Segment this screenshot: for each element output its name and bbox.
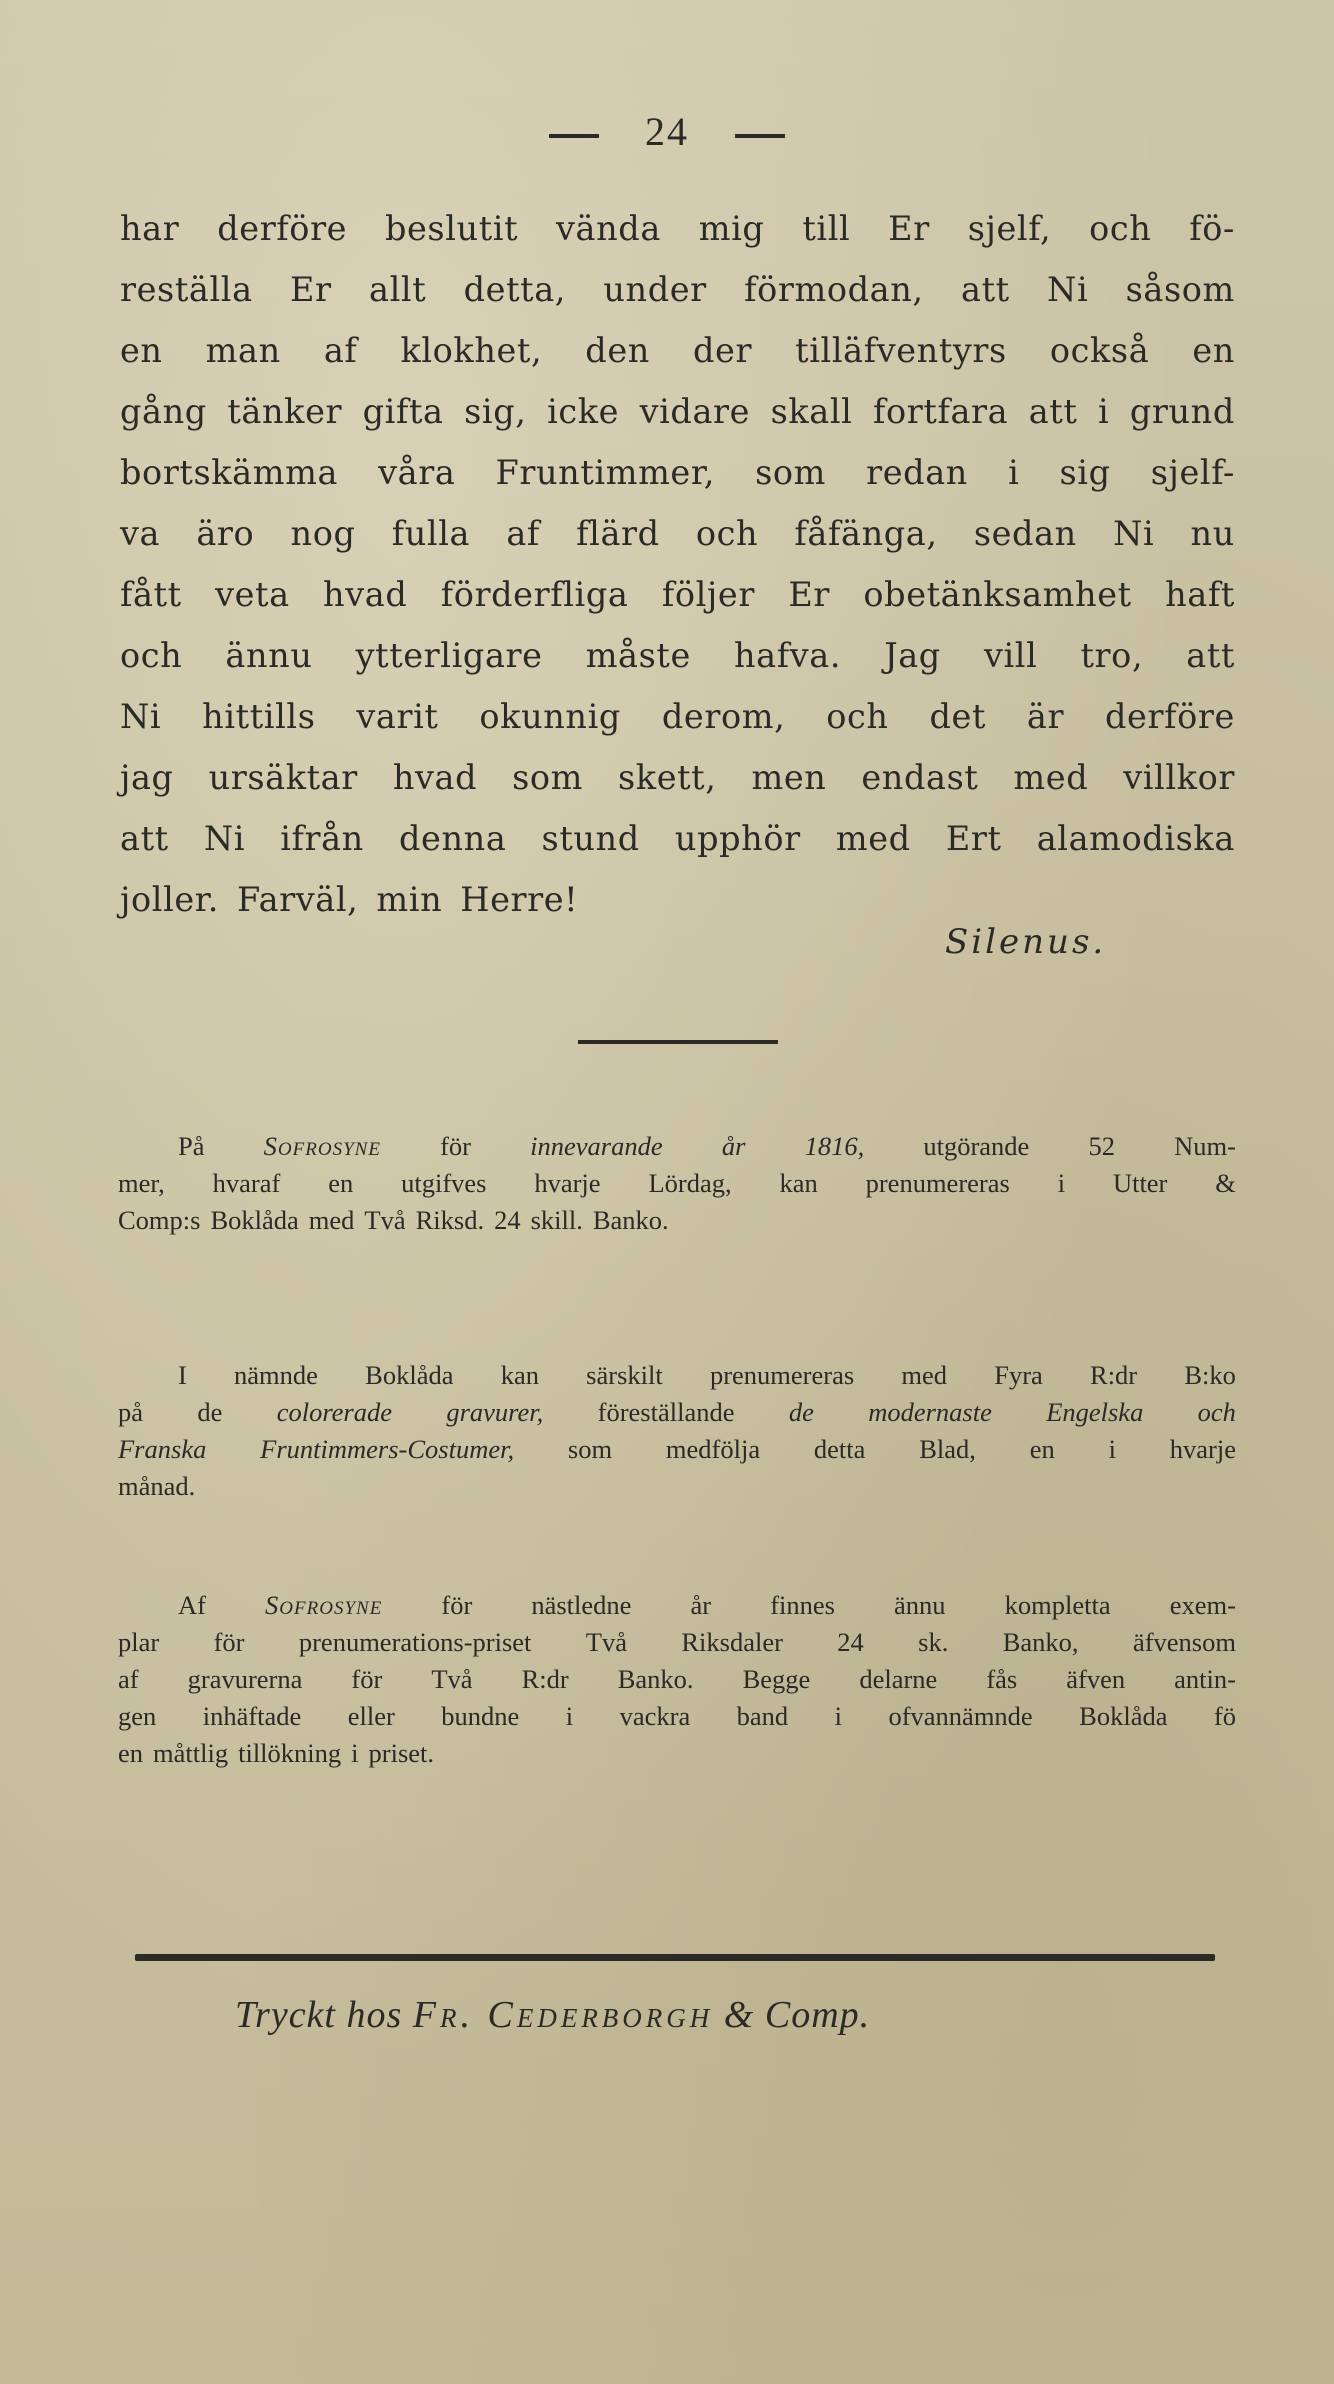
notice-line <box>118 1394 1236 1431</box>
notice-line <box>118 1624 1236 1661</box>
word: hafva. <box>734 636 842 675</box>
word: hvad <box>323 575 408 614</box>
letter-line <box>120 625 1235 686</box>
notice-subscription <box>118 1128 1236 1239</box>
word: som <box>512 758 584 797</box>
word: R:dr <box>1090 1360 1138 1390</box>
word: gång <box>120 392 207 431</box>
word: med <box>308 1205 355 1235</box>
word: ännu <box>894 1590 946 1620</box>
word: särskilt <box>586 1360 663 1390</box>
word: med <box>901 1360 947 1390</box>
word: att <box>1186 636 1235 675</box>
letter-line <box>120 869 1235 930</box>
word: 24 <box>494 1205 521 1235</box>
word: hvarje <box>534 1168 601 1198</box>
word: Boklåda <box>210 1205 299 1235</box>
letter-line <box>120 259 1235 320</box>
notice-line <box>118 1128 1236 1165</box>
word: under <box>603 270 707 309</box>
word: bortskämma <box>120 453 339 492</box>
word: priset. <box>368 1738 435 1768</box>
header-dash-right <box>735 134 785 138</box>
word: en <box>328 1168 354 1198</box>
word: kan <box>779 1168 818 1198</box>
word: haft <box>1165 575 1235 614</box>
word: ytterligare <box>355 636 543 675</box>
word: för <box>213 1627 245 1657</box>
word: i <box>1008 453 1020 492</box>
word: Ert <box>945 819 1002 858</box>
notice-line <box>118 1698 1236 1735</box>
word: veta <box>215 575 290 614</box>
signature: Silenus. <box>945 922 1107 962</box>
word: föreställande <box>597 1397 735 1427</box>
word: och <box>120 636 183 675</box>
letter-line <box>120 686 1235 747</box>
word: de <box>197 1397 223 1427</box>
word: har <box>120 209 180 248</box>
word: gifta <box>362 392 444 431</box>
word: nu <box>1190 514 1235 553</box>
word: ifrån <box>280 819 364 858</box>
word: varit <box>356 697 439 736</box>
word: på <box>118 1397 144 1427</box>
word: Riksd. <box>415 1205 485 1235</box>
word: vidare <box>639 392 751 431</box>
word: af <box>506 514 540 553</box>
word: prenumereras <box>865 1168 1010 1198</box>
word: för <box>441 1590 473 1620</box>
word: Num- <box>1174 1131 1236 1161</box>
word: som <box>755 453 827 492</box>
word: i <box>565 1701 574 1731</box>
word: innevarande <box>530 1131 663 1161</box>
word: och <box>1089 209 1152 248</box>
word: skall <box>770 392 853 431</box>
letter-line <box>120 747 1235 808</box>
word: medfölja <box>665 1434 761 1464</box>
word: der <box>693 331 753 370</box>
word: beslutit <box>384 209 519 248</box>
word: I <box>178 1360 187 1390</box>
word: Utter <box>1112 1168 1168 1198</box>
word: exem- <box>1169 1590 1236 1620</box>
imprint-name: Fr. Cederborgh <box>412 1994 714 2036</box>
word: Er <box>888 209 930 248</box>
word: såsom <box>1125 270 1235 309</box>
word: reställa <box>120 270 253 309</box>
word: finnes <box>770 1590 835 1620</box>
word: det <box>929 697 987 736</box>
word: Er <box>788 575 830 614</box>
word: följer <box>661 575 755 614</box>
letter-text <box>120 198 1235 930</box>
word: tillökning <box>238 1738 342 1768</box>
word: endast <box>861 758 979 797</box>
word: modernaste <box>868 1397 992 1427</box>
word: alamodiska <box>1036 819 1235 858</box>
word: en <box>120 331 163 370</box>
word: Herre! <box>460 880 579 919</box>
imprint-amp: & <box>723 1994 755 2036</box>
word: en <box>1192 331 1235 370</box>
word: måttlig <box>153 1738 229 1768</box>
word: Ni <box>120 697 162 736</box>
word: hvarje <box>1169 1434 1236 1464</box>
word: Farväl, <box>237 880 359 919</box>
notice-line <box>118 1202 1236 1239</box>
word: Blad, <box>919 1434 976 1464</box>
word: Banko. <box>592 1205 669 1235</box>
word: utgifves <box>401 1168 487 1198</box>
word: & <box>1215 1168 1236 1198</box>
word: måste <box>585 636 691 675</box>
word: utgörande <box>923 1131 1030 1161</box>
word: fåfänga, <box>794 514 938 553</box>
word: fått <box>120 575 182 614</box>
word: af <box>323 331 358 370</box>
word: i <box>1108 1434 1116 1464</box>
notice-back-issues <box>118 1587 1236 1772</box>
word: denna <box>399 819 507 858</box>
word: gravurer, <box>446 1397 544 1427</box>
word: bundne <box>441 1701 520 1731</box>
word: Fruntimmers-Costumer, <box>260 1434 515 1464</box>
word: Boklåda <box>1079 1701 1168 1731</box>
word: klokhet, <box>400 331 543 370</box>
word: Franska <box>118 1434 207 1464</box>
word: Banko, <box>1002 1627 1079 1657</box>
word: och <box>695 514 759 553</box>
letter-line <box>120 808 1235 869</box>
notice-line <box>118 1661 1236 1698</box>
word: att <box>120 819 169 858</box>
word: i <box>834 1701 843 1731</box>
word: månad. <box>118 1471 196 1501</box>
word: prenumerations-priset <box>298 1627 532 1657</box>
word: plar <box>118 1627 160 1657</box>
word: Af <box>178 1590 206 1620</box>
word: prenumereras <box>709 1360 855 1390</box>
word: delarne <box>859 1664 938 1694</box>
letter-line <box>120 442 1235 503</box>
word: äfvensom <box>1132 1627 1236 1657</box>
word: nästledne <box>531 1590 632 1620</box>
word: icke <box>547 392 620 431</box>
header-dash-left <box>549 134 599 138</box>
word: 24 <box>837 1627 864 1657</box>
word: eller <box>347 1701 395 1731</box>
letter-line <box>120 503 1235 564</box>
word: fö <box>1213 1701 1236 1731</box>
word: hittills <box>202 697 316 736</box>
word: derföre <box>217 209 348 248</box>
word: den <box>585 331 650 370</box>
word: stund <box>541 819 640 858</box>
word: kan <box>500 1360 539 1390</box>
word: inhäftade <box>202 1701 302 1731</box>
word: med <box>1013 758 1089 797</box>
word: Sofrosyne <box>263 1131 381 1161</box>
word: är <box>1026 697 1065 736</box>
letter-line <box>120 198 1235 259</box>
letter-line <box>120 381 1235 442</box>
word: R:dr <box>521 1664 569 1694</box>
footer-rule <box>135 1954 1215 1961</box>
notice-line <box>118 1165 1236 1202</box>
word: fortfara <box>873 392 1009 431</box>
word: tro, <box>1080 636 1144 675</box>
word: detta, <box>463 270 567 309</box>
word: sjelf- <box>1150 453 1235 492</box>
word: antin- <box>1174 1664 1236 1694</box>
word: upphör <box>674 819 801 858</box>
imprint-suffix: Comp. <box>764 1994 871 2036</box>
word: hvaraf <box>212 1168 281 1198</box>
word: för <box>351 1664 383 1694</box>
word: mig <box>698 209 765 248</box>
notice-engravings <box>118 1357 1236 1505</box>
word: man <box>205 331 281 370</box>
word: Ni <box>1047 270 1089 309</box>
word: 52 <box>1088 1131 1115 1161</box>
notice-line <box>118 1357 1236 1394</box>
word: B:ko <box>1184 1360 1236 1390</box>
word: vill <box>983 636 1038 675</box>
word: sig <box>1059 453 1111 492</box>
word: en <box>1029 1434 1055 1464</box>
word: jag <box>120 758 174 797</box>
page-header <box>0 108 1334 155</box>
word: sedan <box>973 514 1077 553</box>
word: obetänksamhet <box>863 575 1132 614</box>
word: och <box>826 697 889 736</box>
word: mer, <box>118 1168 165 1198</box>
word: äfven <box>1066 1664 1126 1694</box>
word: colorerade <box>276 1397 393 1427</box>
word: som <box>567 1434 613 1464</box>
word: Comp:s <box>118 1205 201 1235</box>
word: äro <box>196 514 255 553</box>
word: derom, <box>661 697 786 736</box>
word: fås <box>986 1664 1018 1694</box>
notice-line <box>118 1431 1236 1468</box>
word: Ni <box>203 819 246 858</box>
word: sjelf, <box>967 209 1052 248</box>
letter-line <box>120 564 1235 625</box>
word: vända <box>556 209 661 248</box>
word: ännu <box>225 636 313 675</box>
word: Engelska <box>1046 1397 1144 1427</box>
page-number: 24 <box>645 109 689 154</box>
word: Två <box>585 1627 627 1657</box>
word: i <box>1057 1168 1066 1198</box>
word: Banko. <box>617 1664 694 1694</box>
word: nämnde <box>234 1360 318 1390</box>
section-divider <box>578 1040 778 1044</box>
word: våra <box>378 453 456 492</box>
word: va <box>120 514 161 553</box>
word: Sofrosyne <box>265 1590 383 1620</box>
word: med <box>835 819 911 858</box>
word: vackra <box>619 1701 691 1731</box>
word: förderfliga <box>440 575 629 614</box>
word: i <box>351 1738 359 1768</box>
word: min <box>376 880 443 919</box>
word: På <box>178 1131 205 1161</box>
word: redan <box>866 453 968 492</box>
word: ursäktar <box>208 758 358 797</box>
word: tänker <box>227 392 343 431</box>
word: detta <box>813 1434 866 1464</box>
word: sig, <box>464 392 527 431</box>
word: flärd <box>576 514 660 553</box>
word: hvad <box>392 758 478 797</box>
word: gen <box>118 1701 157 1731</box>
word: i <box>1097 392 1110 431</box>
word: 1816, <box>804 1131 865 1161</box>
word: Fruntimmer, <box>495 453 716 492</box>
word: Er <box>290 270 332 309</box>
notice-line <box>118 1468 1236 1505</box>
printer-imprint <box>235 1993 870 2037</box>
word: att <box>1028 392 1078 431</box>
word: Två <box>431 1664 473 1694</box>
word: grund <box>1129 392 1235 431</box>
word: gravurerna <box>187 1664 303 1694</box>
word: band <box>736 1701 789 1731</box>
word: tilläfventyrs <box>795 331 1007 370</box>
word: Begge <box>742 1664 811 1694</box>
word: derföre <box>1105 697 1235 736</box>
word: och <box>1197 1397 1236 1427</box>
word: för <box>440 1131 471 1161</box>
word: också <box>1049 331 1150 370</box>
word: Lördag, <box>648 1168 732 1198</box>
word: men <box>751 758 827 797</box>
word: allt <box>369 270 427 309</box>
word: kompletta <box>1004 1590 1111 1620</box>
notice-line <box>118 1587 1236 1624</box>
word: Ni <box>1113 514 1155 553</box>
word: de <box>788 1397 814 1427</box>
word: Boklåda <box>365 1360 454 1390</box>
word: år <box>690 1590 712 1620</box>
word: Jag <box>884 636 941 675</box>
word: sk. <box>918 1627 949 1657</box>
word: skill. <box>530 1205 583 1235</box>
word: fulla <box>391 514 471 553</box>
word: okunnig <box>479 697 621 736</box>
word: ofvannämnde <box>888 1701 1033 1731</box>
word: en <box>118 1738 144 1768</box>
word: joller. <box>120 880 219 919</box>
word: fö- <box>1189 209 1235 248</box>
word: villkor <box>1123 758 1235 797</box>
word: Fyra <box>994 1360 1043 1390</box>
word: förmodan, <box>744 270 924 309</box>
word: till <box>802 209 851 248</box>
word: år <box>721 1131 746 1161</box>
notice-line <box>118 1735 1236 1772</box>
word: af <box>118 1664 139 1694</box>
word: skett, <box>618 758 717 797</box>
word: att <box>961 270 1010 309</box>
imprint-prefix: Tryckt hos <box>235 1994 403 2036</box>
letter-line <box>120 320 1235 381</box>
word: Riksdaler <box>681 1627 783 1657</box>
word: Två <box>364 1205 406 1235</box>
word: nog <box>290 514 356 553</box>
